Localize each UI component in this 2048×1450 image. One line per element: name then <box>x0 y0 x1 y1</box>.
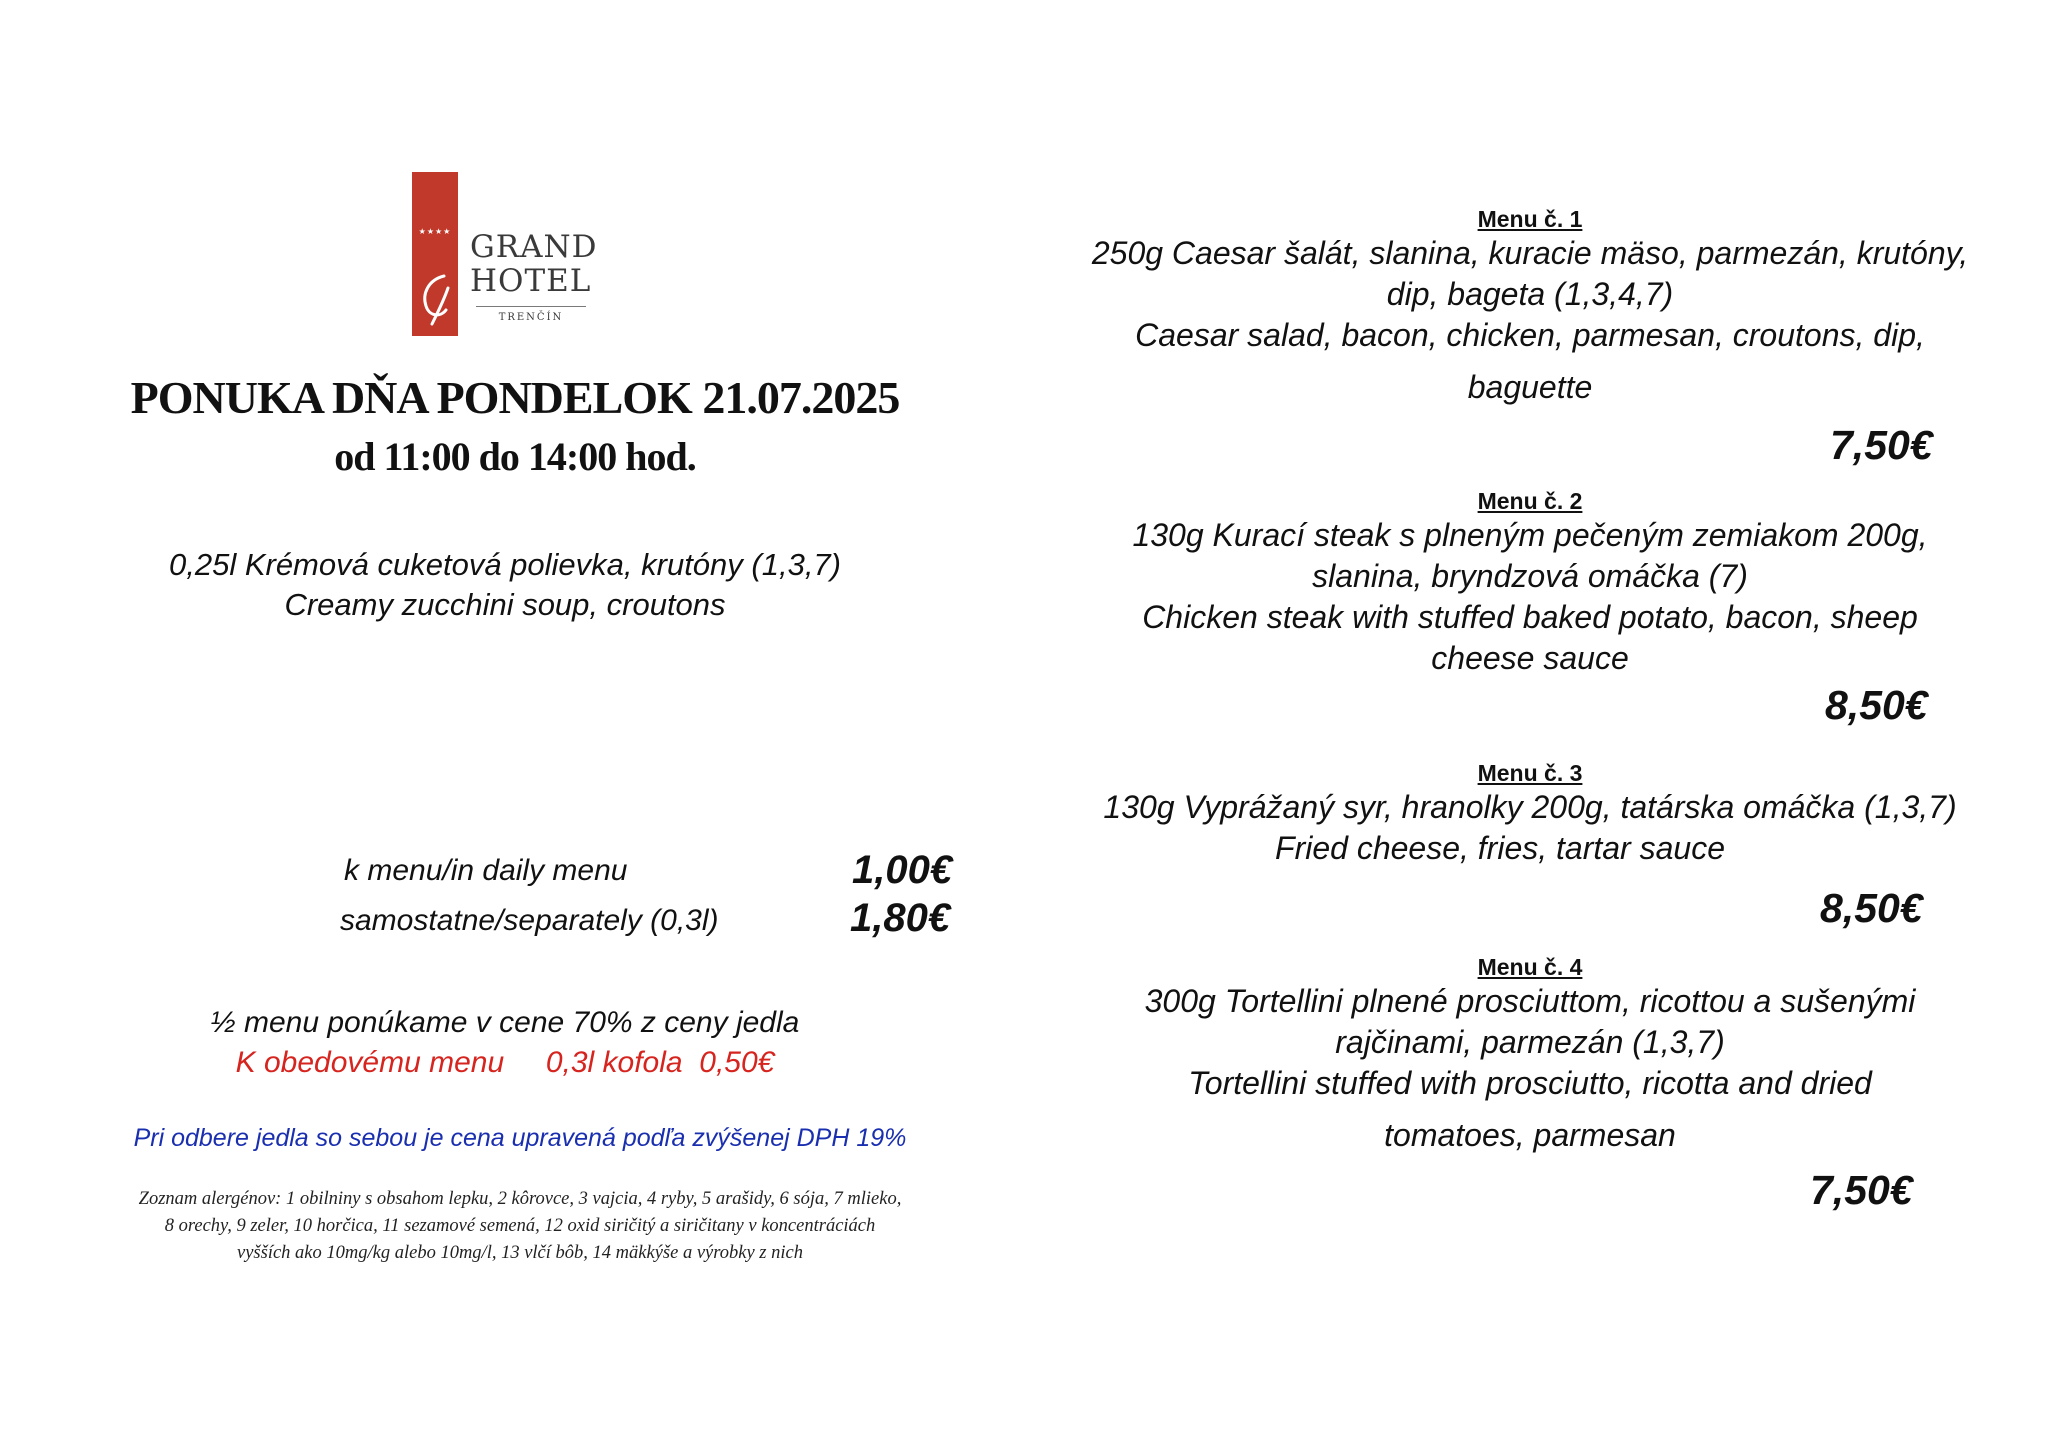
menu-4-price: 7,50€ <box>1810 1167 1913 1213</box>
menu-1-description-sk <box>1040 233 2020 315</box>
kofola-offer: K obedovému menu 0,3l kofola 0,50€ <box>235 1046 775 1079</box>
soup-name-sk: 0,25l Krémová cuketová polievka, krutóny (1,3,7) <box>168 547 841 582</box>
menu-1-price: 7,50€ <box>1830 422 1933 468</box>
allergen-line: Zoznam alergénov: 1 obilniny s obsahom lepku, 2 kôrovce, 3 vajcia, 4 ryby, 5 arašidy, 6 sója, 7 mlieko, <box>138 1189 902 1209</box>
menu-3-heading: Menu č. 3 <box>1477 760 1583 786</box>
menu-2-description-en <box>1080 597 1980 679</box>
allergen-line: 8 orechy, 9 zeler, 10 horčica, 11 sezamové semená, 12 oxid siričitý a siričitany v koncentráciách <box>164 1216 876 1236</box>
menu-2-price: 8,50€ <box>1825 682 1928 728</box>
allergen-line: vyšších ako 10mg/kg alebo 10mg/l, 13 vlčí bôb, 14 mäkkýše a výrobky z nich <box>237 1243 803 1263</box>
menu-4-description-sk <box>1060 981 2000 1063</box>
menu-1-sk-line: 250g Caesar šalát, slanina, kuracie mäso, parmezán, krutóny, <box>1091 235 1969 271</box>
menu-1-heading: Menu č. 1 <box>1477 206 1583 232</box>
menu-3-price: 8,50€ <box>1820 885 1923 931</box>
logo-divider <box>476 306 586 307</box>
half-menu-note: ½ menu ponúkame v cene 70% z ceny jedla <box>210 1006 800 1039</box>
logo-stars: ★★★★ <box>418 227 452 236</box>
soup-price-label-separate: samostatne/separately (0,3l) <box>340 904 719 937</box>
menu-2-en-line: cheese sauce <box>1431 640 1629 676</box>
menu-3-description-en: Fried cheese, fries, tartar sauce <box>1275 830 1725 866</box>
menu-1-description-en-cont: baguette <box>1467 369 1593 405</box>
allergen-list <box>70 1186 970 1267</box>
menu-4-sk-line: 300g Tortellini plnené prosciuttom, ricottou a sušenými <box>1144 983 1916 1019</box>
menu-2-sk-line: 130g Kurací steak s plneným pečeným zemiakom 200g, <box>1132 517 1928 553</box>
soup-price-menu: 1,00€ <box>852 848 953 892</box>
soup-price-separate: 1,80€ <box>850 896 951 940</box>
menu-4-description-en-cont: tomatoes, parmesan <box>1384 1117 1676 1153</box>
logo-city: TRENČÍN <box>498 312 564 323</box>
menu-2-sk-line: slanina, bryndzová omáčka (7) <box>1312 558 1748 594</box>
menu-1-sk-line: dip, bageta (1,3,4,7) <box>1386 276 1674 312</box>
soup-block <box>80 545 930 625</box>
logo-g-monogram-icon <box>418 272 452 328</box>
menu-2-en-line: Chicken steak with stuffed baked potato, bacon, sheep <box>1142 599 1918 635</box>
soup-price-label-menu: k menu/in daily menu <box>344 854 628 887</box>
menu-3-description-sk: 130g Vyprážaný syr, hranolky 200g, tatárska omáčka (1,3,7) <box>1103 789 1957 825</box>
page-title: PONUKA DŇA PONDELOK 21.07.2025 <box>130 372 900 423</box>
logo-word-grand: GRAND <box>470 229 598 265</box>
hotel-logo <box>412 172 598 336</box>
takeaway-vat-note: Pri odbere jedla so sebou je cena upravená podľa zvýšenej DPH 19% <box>133 1124 907 1152</box>
menu-4-sk-line: rajčinami, parmezán (1,3,7) <box>1335 1024 1725 1060</box>
logo-word-hotel: HOTEL <box>470 263 592 299</box>
menu-4-heading: Menu č. 4 <box>1477 954 1583 980</box>
menu-1-description-en: Caesar salad, bacon, chicken, parmesan, croutons, dip, <box>1135 317 1925 353</box>
soup-name-en: Creamy zucchini soup, croutons <box>284 587 726 622</box>
menu-4-description-en: Tortellini stuffed with prosciutto, ricotta and dried <box>1188 1065 1872 1101</box>
serving-hours: od 11:00 do 14:00 hod. <box>334 434 696 479</box>
menu-2-description-sk <box>1040 515 2020 597</box>
menu-2-heading: Menu č. 2 <box>1477 488 1583 514</box>
